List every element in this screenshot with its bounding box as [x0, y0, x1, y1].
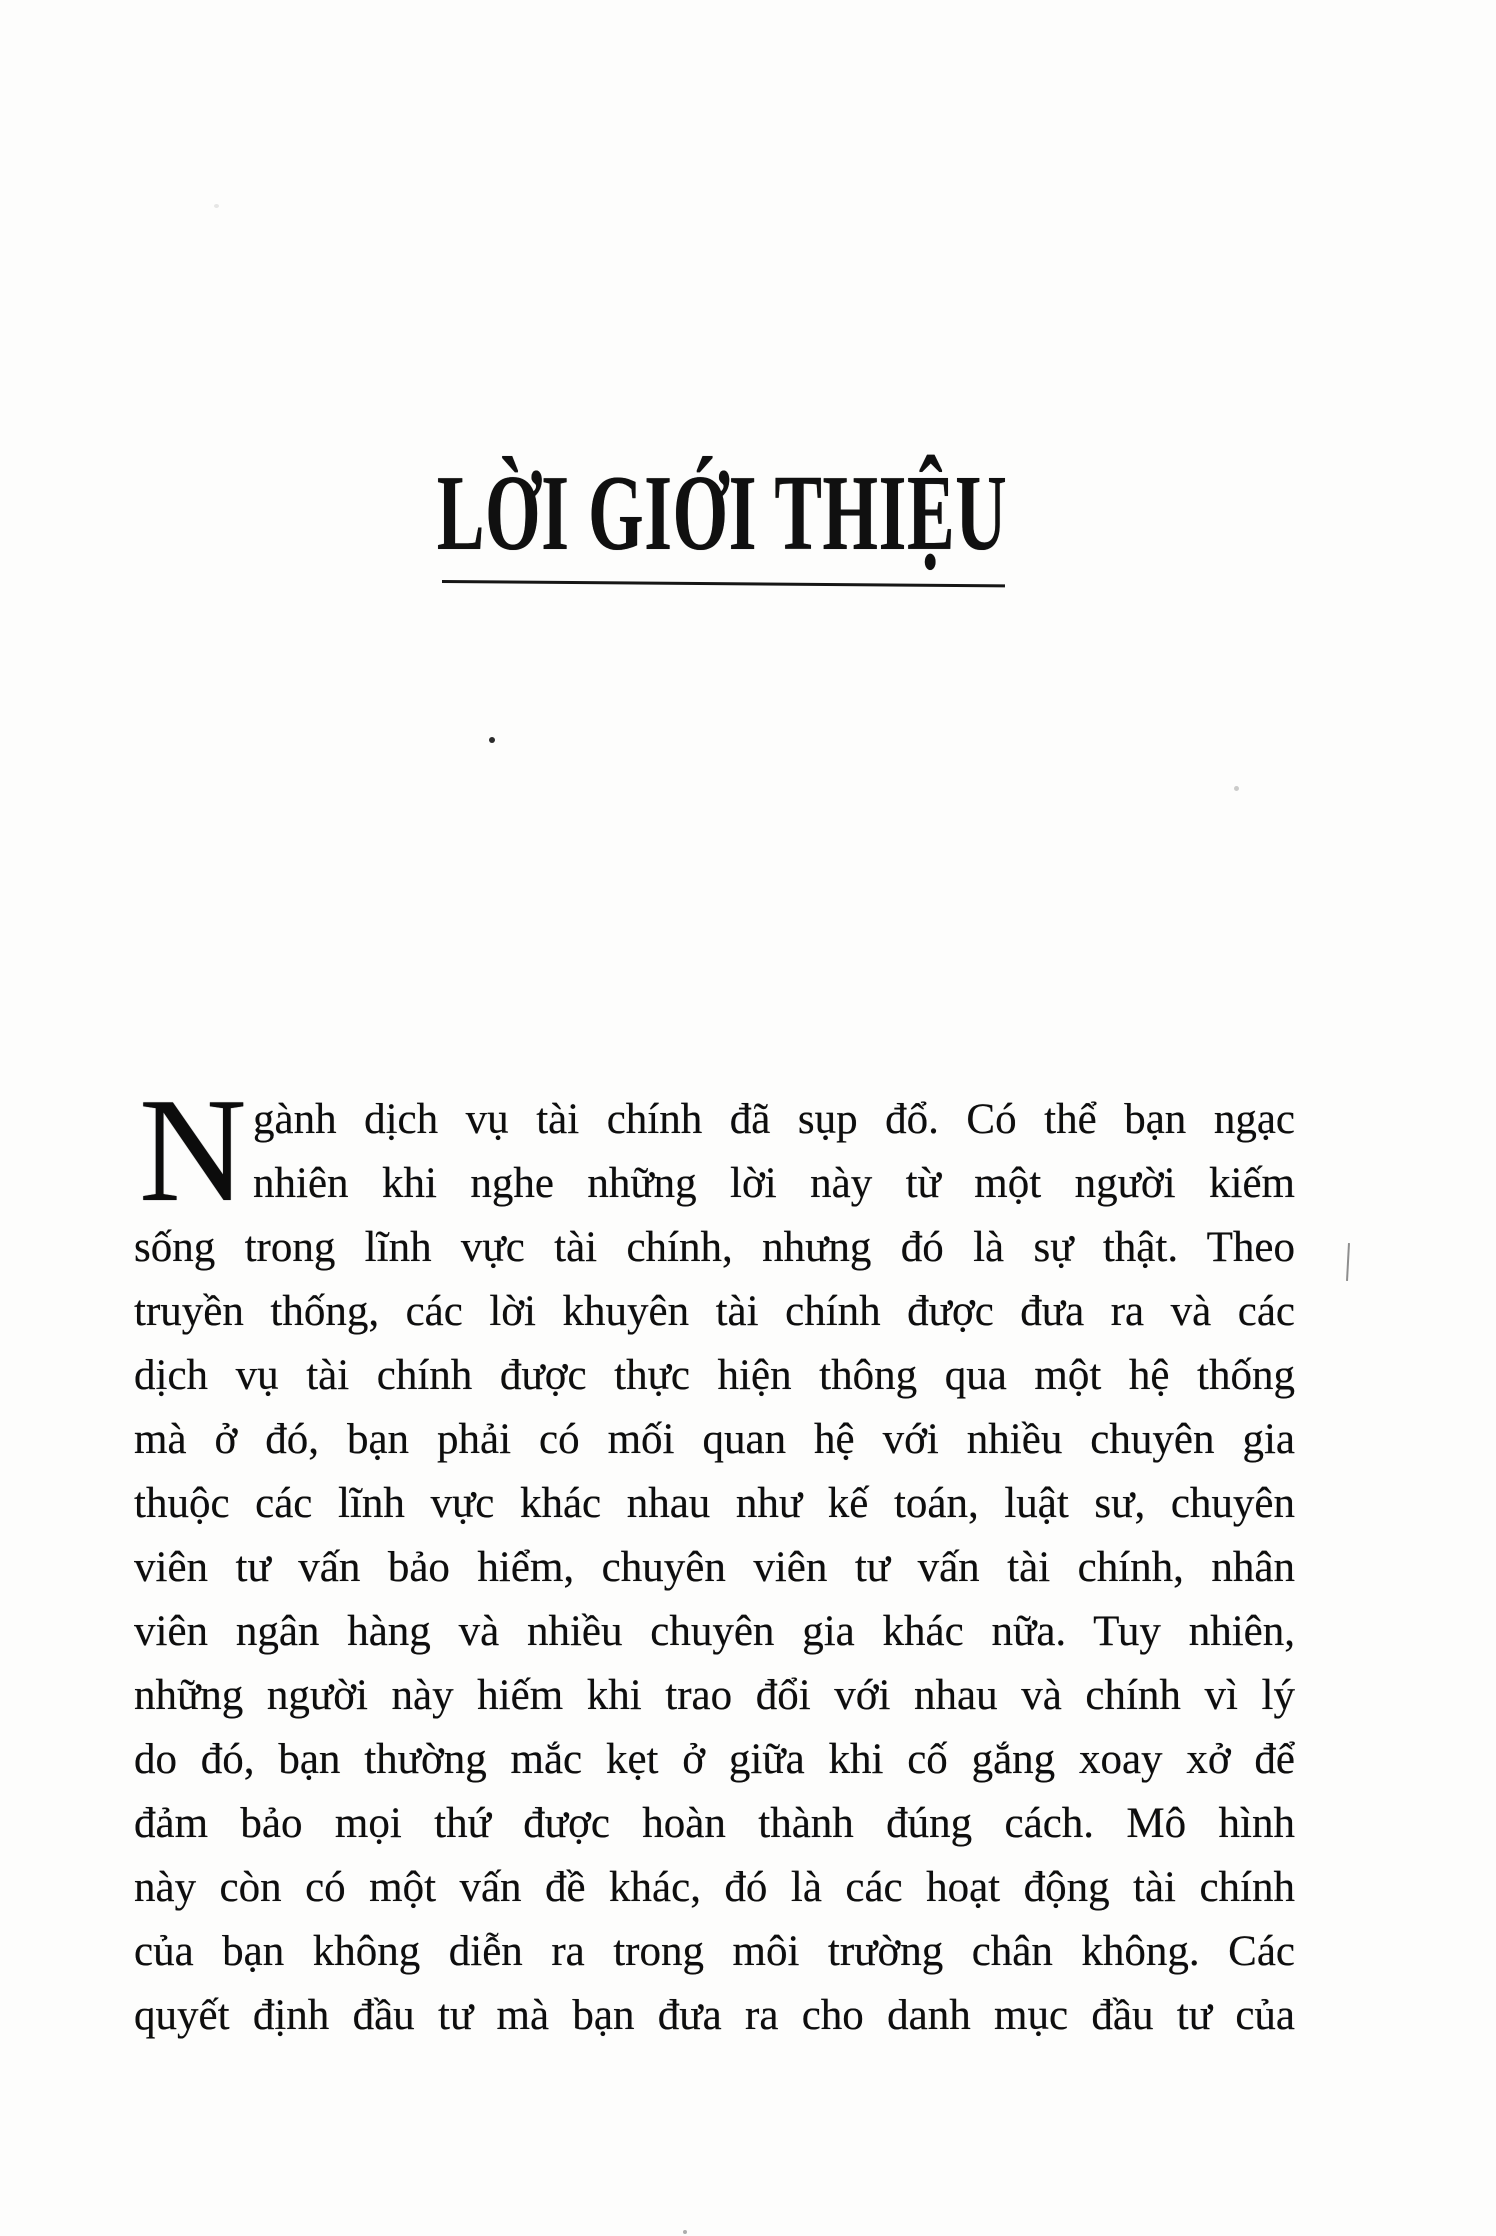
paragraph-line: dịch vụ tài chính được thực hiện thông qua một hệ thống [134, 1352, 1295, 1399]
paragraph-line: viên ngân hàng và nhiều chuyên gia khác nữa. Tuy nhiên, [134, 1608, 1295, 1655]
paragraph-line: truyền thống, các lời khuyên tài chính được đưa ra và các [134, 1288, 1295, 1335]
paragraph-line: nhiên khi nghe những lời này từ một người kiếm [253, 1160, 1295, 1207]
paragraph-line: thuộc các lĩnh vực khác nhau như kế toán, luật sư, chuyên [134, 1480, 1295, 1527]
paragraph-line: sống trong lĩnh vực tài chính, nhưng đó là sự thật. Theo [134, 1224, 1295, 1271]
scan-scratch [1346, 1243, 1350, 1281]
chapter-body [134, 1068, 1295, 2048]
scan-speck [214, 204, 219, 208]
paragraph-line: viên tư vấn bảo hiểm, chuyên viên tư vấn tài chính, nhân [134, 1544, 1295, 1591]
paragraph-line: do đó, bạn thường mắc kẹt ở giữa khi cố gắng xoay xở để [134, 1736, 1295, 1783]
paragraph-line: của bạn không diễn ra trong môi trường chân không. Các [134, 1928, 1295, 1975]
scan-speck [1234, 786, 1239, 791]
title-underline-rule [442, 580, 1005, 587]
chapter-title: LỜI GIỚI THIỆU [436, 454, 1008, 573]
scan-speck [683, 2230, 687, 2234]
paragraph-line: này còn có một vấn đề khác, đó là các hoạt động tài chính [134, 1864, 1295, 1911]
paragraph-line: những người này hiếm khi trao đổi với nhau và chính vì lý [134, 1672, 1295, 1719]
paragraph-line: quyết định đầu tư mà bạn đưa ra cho danh mục đầu tư của [134, 1992, 1295, 2039]
scan-speck [489, 737, 495, 743]
paragraph-line: mà ở đó, bạn phải có mối quan hệ với nhiều chuyên gia [134, 1416, 1295, 1463]
paragraph-line: gành dịch vụ tài chính đã sụp đổ. Có thể bạn ngạc [253, 1096, 1295, 1143]
paragraph-line: đảm bảo mọi thứ được hoàn thành đúng cách. Mô hình [134, 1800, 1295, 1847]
drop-cap-letter: N [139, 1068, 247, 1233]
chapter-header [0, 454, 1496, 573]
